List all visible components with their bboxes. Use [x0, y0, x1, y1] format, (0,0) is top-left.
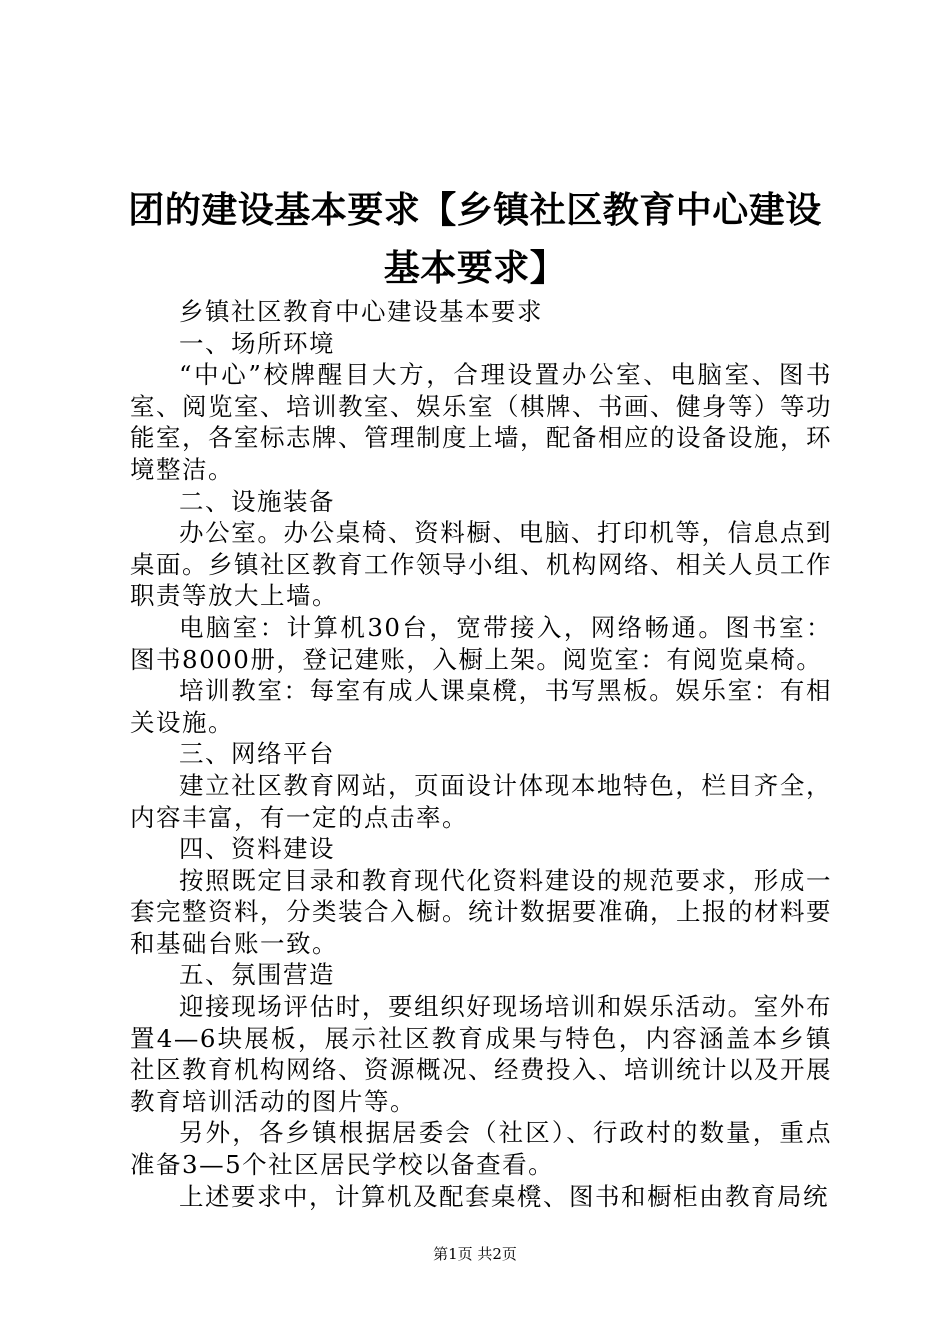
paragraph: “中心”校牌醒目大方，合理设置办公室、电脑室、图书室、阅览室、培训教室、娱乐室（棋牌、书画、健身等）等功能室，各室标志牌、管理制度上墙，配备相应的设备设施，环境整洁。: [130, 360, 832, 484]
paragraph-subtitle: 乡镇社区教育中心建设基本要求: [179, 297, 543, 326]
paragraph: 上述要求中，计算机及配套桌櫈、图书和橱柜由教育局统: [179, 1181, 829, 1211]
section-heading: 五、氛围营造: [179, 960, 335, 990]
paragraph: 培训教室：每室有成人课桌櫈，书写黑板。娱乐室：有相关设施。: [130, 676, 832, 737]
document-body: [130, 296, 832, 1212]
paragraph: 按照既定目录和教育现代化资料建设的规范要求，形成一套完整资料，分类装合入橱。统计数据要准确，上报的材料要和基础台账一致。: [130, 865, 832, 958]
page-footer: 第1页 共2页: [433, 1245, 517, 1263]
paragraph: 建立社区教育网站，页面设计体现本地特色，栏目齐全，内容丰富，有一定的点击率。: [130, 770, 832, 832]
section-heading: 三、网络平台: [179, 739, 335, 769]
paragraph: 另外，各乡镇根据居委会（社区）、行政村的数量，重点准备3—5个社区居民学校以备查看。: [130, 1118, 832, 1180]
document-title: 团的建设基本要求【乡镇社区教育中心建设基本要求】: [128, 190, 822, 289]
section-heading: 一、场所环境: [179, 328, 335, 358]
section-heading: 二、设施装备: [179, 486, 335, 516]
paragraph: 迎接现场评估时，要组织好现场培训和娱乐活动。室外布置4—6块展板，展示社区教育成果与特色，内容涵盖本乡镇社区教育机构网络、资源概况、经费投入、培训统计以及开展教育培训活动的图片等。: [130, 992, 832, 1116]
paragraph: 电脑室：计算机30台，宽带接入，网络畅通。图书室：图书8000册，登记建账，入橱上架。阅览室：有阅览桌椅。: [130, 612, 832, 674]
section-heading: 四、资料建设: [179, 834, 335, 864]
paragraph: 办公室。办公桌椅、资料橱、电脑、打印机等，信息点到桌面。乡镇社区教育工作领导小组、机构网络、相关人员工作职责等放大上墙。: [130, 518, 832, 611]
